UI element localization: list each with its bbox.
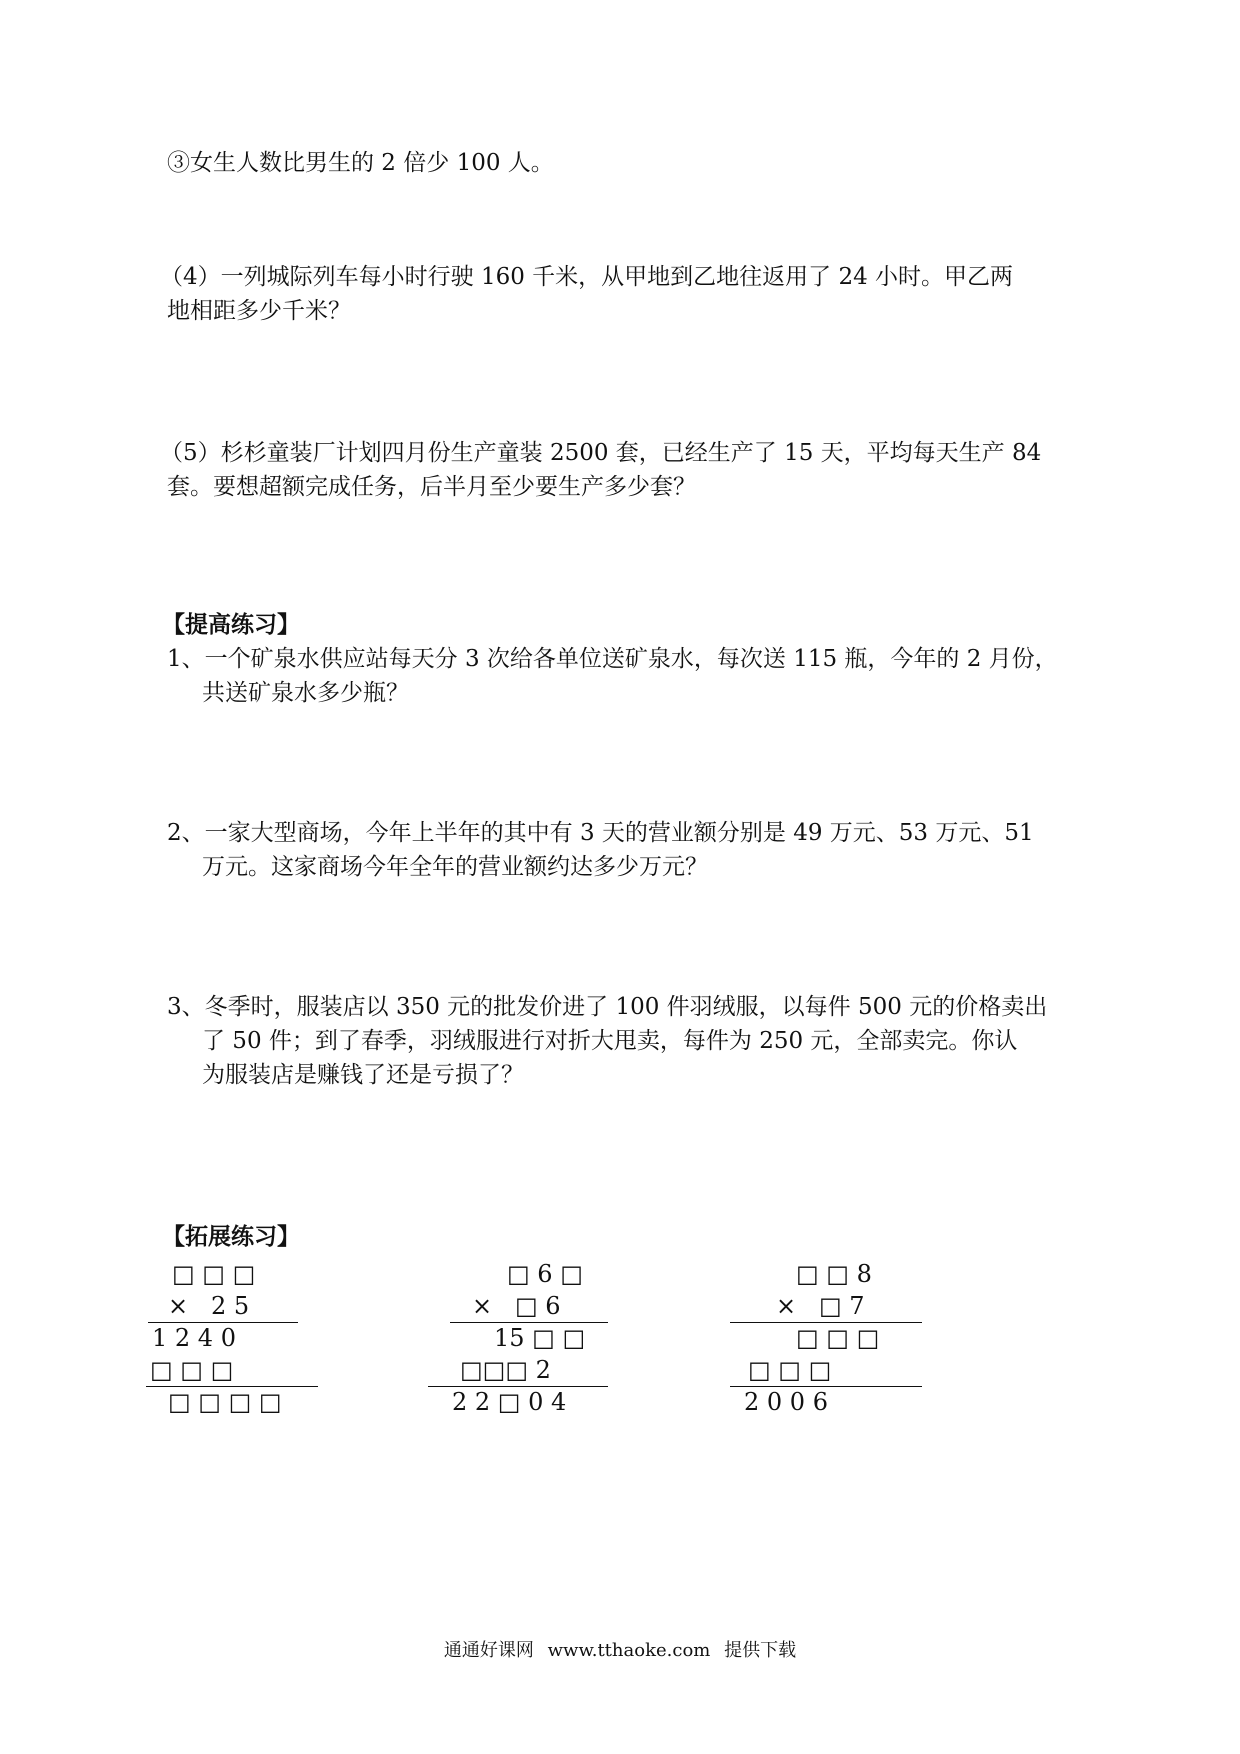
section-title-extend: 【拓展练习】	[162, 1223, 300, 1250]
section-title-improve: 【提高练习】	[162, 611, 300, 638]
problem-4-line-1: （4）一列城际列车每小时行驶 160 千米，从甲地到乙地往返用了 24 小时。甲乙两	[160, 264, 1014, 290]
footer-suffix: 提供下载	[724, 1640, 797, 1661]
multiplication-puzzle-2	[430, 1258, 620, 1428]
puzzle-row-multiplicand: □ □ □	[172, 1260, 256, 1288]
puzzle-row-partial-1: 1 2 4 0	[152, 1324, 236, 1352]
puzzle-row-multiplicand: □ 6 □	[507, 1260, 583, 1288]
multiplication-puzzle-3	[730, 1258, 930, 1428]
multiplication-puzzle-1	[148, 1258, 318, 1428]
puzzle-row-multiplier: × 2 5	[168, 1292, 250, 1320]
puzzle-row-product: □ □ □ □	[168, 1388, 282, 1416]
puzzle-row-partial-1: □ □ □	[796, 1324, 880, 1352]
problem-5-line-2: 套。要想超额完成任务，后半月至少要生产多少套？	[167, 474, 696, 500]
puzzle-row-partial-2: □ □ □	[150, 1356, 234, 1384]
improve-q2-line-1: 2、一家大型商场，今年上半年的其中有 3 天的营业额分别是 49 万元、53 万元、51	[167, 820, 1034, 846]
footer-site-name: 通通好课网	[443, 1640, 534, 1661]
puzzle-row-multiplier: × □ 7	[776, 1292, 865, 1320]
puzzle-row-partial-1: 15 □ □	[494, 1324, 586, 1352]
improve-q1-line-2: 共送矿泉水多少瓶？	[202, 680, 409, 706]
puzzle-row-partial-2: □□□ 2	[460, 1356, 551, 1384]
puzzle-row-multiplier: × □ 6	[472, 1292, 561, 1320]
problem-5-line-1: （5）杉杉童装厂计划四月份生产童装 2500 套，已经生产了 15 天，平均每天生产 84	[160, 440, 1042, 466]
footer-url[interactable]: www.tthaoke.com	[547, 1640, 711, 1661]
puzzle-row-product: 2 0 0 6	[744, 1388, 828, 1416]
puzzle-row-partial-2: □ □ □	[748, 1356, 832, 1384]
improve-q3-line-1: 3、冬季时，服装店以 350 元的批发价进了 100 件羽绒服，以每件 500 元的价格卖出	[167, 994, 1048, 1020]
improve-q3-line-2: 了 50 件；到了春季，羽绒服进行对折大甩卖，每件为 250 元，全部卖完。你认	[202, 1028, 1018, 1054]
page-footer	[0, 1638, 1240, 1664]
improve-q1-line-1: 1、一个矿泉水供应站每天分 3 次给各单位送矿泉水，每次送 115 瓶，今年的 2 月份，	[167, 646, 1058, 672]
problem-3-sub3: ③女生人数比男生的 2 倍少 100 人。	[167, 150, 554, 176]
improve-q3-line-3: 为服装店是赚钱了还是亏损了？	[202, 1062, 524, 1088]
puzzle-row-product: 2 2 □ 0 4	[452, 1388, 567, 1416]
problem-4-line-2: 地相距多少千米？	[167, 298, 351, 324]
puzzle-row-multiplicand: □ □ 8	[796, 1260, 872, 1288]
improve-q2-line-2: 万元。这家商场今年全年的营业额约达多少万元？	[202, 854, 708, 880]
